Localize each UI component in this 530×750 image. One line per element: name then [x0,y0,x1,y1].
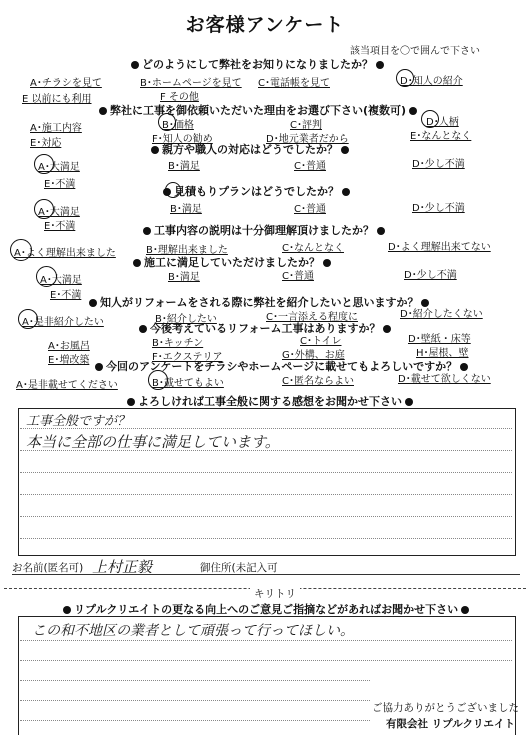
q7-question-text: 知人がリフォームをされる際に弊社を紹介したいと思いますか？ [100,296,419,309]
q2-option-f[interactable]: F･知人の勧め [152,134,213,145]
q7-question [86,294,432,310]
ruled-line [20,516,512,517]
q8-option-d[interactable]: D･壁紙・床等 [408,334,471,345]
answer-circle [421,110,439,128]
q9-option-c[interactable]: C･匿名ならよい [282,376,354,387]
bullet-icon [342,188,350,196]
name-value[interactable]: 上村正毅 [92,558,153,576]
q4-option-e[interactable]: E･不満 [44,221,76,232]
q2-question-text: 弊社に工事を御依頼いただいた理由をお選び下さい(複数可) [110,104,407,117]
name-label: お名前(匿名可) [12,562,84,574]
q1-option-b[interactable]: B･ホームページを見て [140,78,242,89]
bullet-icon [139,325,147,333]
impressions-line-1: 工事全般ですが？ [26,414,131,429]
answer-circle [18,309,38,329]
bullet-icon [133,259,141,267]
bullet-icon [143,227,151,235]
bullet-icon [376,61,384,69]
bullet-icon [89,299,97,307]
bullet-icon [323,259,331,267]
address-label: 御住所(未記入可 [200,562,278,574]
q1-option-c[interactable]: C･電話帳を見て [258,78,330,89]
answer-circle [34,199,54,219]
answer-circle [165,182,181,198]
q5-option-c[interactable]: C･なんとなく [282,243,344,254]
impressions-line-2: 本当に全部の仕事に満足しています。 [26,433,280,451]
q4-option-a[interactable]: A･大満足 [38,207,80,218]
q8-option-e[interactable]: E･増改築 [48,355,90,366]
q6-option-e[interactable]: E･不満 [50,290,82,301]
bullet-icon [127,398,135,406]
ruled-line [20,428,512,429]
q1-option-e[interactable]: E 以前にも利用 [22,94,92,105]
answer-circle [36,266,57,287]
q3-option-e[interactable]: E･不満 [44,179,76,190]
q1-option-d[interactable]: D･知人の紹介 [400,76,463,87]
ruled-line [20,700,370,701]
bullet-icon [461,606,469,614]
q1-option-a[interactable]: A･チラシを見て [30,78,102,89]
ruled-line [20,538,512,539]
impressions-heading-text: よろしければ工事全般に関する感想をお聞かせ下さい [138,395,402,408]
cut-label: キリトリ [250,586,300,601]
q3-option-a[interactable]: A･大満足 [38,162,80,173]
q8-option-f[interactable]: F･エクステリア [152,352,223,363]
ruled-line [20,472,512,473]
q3-option-c[interactable]: C･普通 [294,161,326,172]
form-title: お客様アンケート [185,14,345,36]
q8-option-h[interactable]: H･屋根、壁 [416,348,469,359]
bullet-icon [95,363,103,371]
q3-question-text: 親方や職人の対応はどうでしたか？ [162,143,338,156]
q7-option-c[interactable]: C･一言添える程度に [266,312,358,323]
q7-option-b[interactable]: B･紹介したい [155,314,217,325]
q9-option-a[interactable]: A･是非載せてください [16,380,118,391]
q4-option-d[interactable]: D･少し不満 [412,203,465,214]
bullet-icon [63,606,71,614]
ruled-line [20,680,370,681]
q8-option-g[interactable]: G･外構、お庭 [282,350,345,361]
requests-heading [60,601,472,617]
bullet-icon [383,325,391,333]
requests-heading-text: リプルクリエイトの更なる向上へのご意見ご指摘などがあればお聞かせ下さい [74,603,459,616]
q3-option-b[interactable]: B･満足 [168,161,200,172]
requests-line-1: この和不地区の業者として頑張って行ってほしい。 [32,623,354,639]
q6-question-text: 施工に満足していただけましたか？ [144,256,320,269]
instruction-text: 該当項目を〇で囲んで下さい [350,46,480,57]
q4-option-c[interactable]: C･普通 [294,204,326,215]
q2-option-d[interactable]: D･人柄 [426,117,459,128]
company-name: 有限会社 リプルクリエイト [386,718,515,730]
q6-option-c[interactable]: C･普通 [282,271,314,282]
q4-question [160,183,353,199]
q8-option-a[interactable]: A･お風呂 [48,341,90,352]
bullet-icon [409,107,417,115]
q5-option-b[interactable]: B･理解出来ました [146,245,228,256]
ruled-line [20,494,512,495]
q5-question [140,222,388,238]
q2-option-h[interactable]: E･なんとなく [410,131,472,142]
q2-option-a[interactable]: A･施工内容 [30,123,82,134]
q2-option-g[interactable]: D･地元業者だから [266,134,349,145]
q8-question-text: 今後考えているリフォーム工事はありますか？ [150,322,381,335]
answer-circle [158,113,176,131]
q4-option-b[interactable]: B･満足 [170,204,202,215]
q1-option-f[interactable]: F その他 [160,92,199,103]
name-underline [12,574,520,575]
q5-option-a[interactable]: A･よく理解出来ました [14,248,116,259]
q3-option-d[interactable]: D･少し不満 [412,159,465,170]
bullet-icon [405,398,413,406]
bullet-icon [377,227,385,235]
impressions-heading [124,393,416,409]
q6-option-a[interactable]: A･大満足 [40,275,82,286]
q2-option-c[interactable]: C･評判 [290,120,322,131]
answer-circle [34,154,54,174]
bullet-icon [131,61,139,69]
answer-circle [396,69,414,87]
q5-question-text: 工事内容の説明は十分御理解頂けましたか？ [154,224,374,237]
q2-option-b[interactable]: B･価格 [162,120,194,131]
q1-question [128,56,387,72]
q2-question [96,102,420,118]
q9-option-d[interactable]: D･載せて欲しくない [398,374,491,385]
q8-option-b[interactable]: B･キッチン [152,338,204,349]
ruled-line [20,720,370,721]
ruled-line [20,640,512,641]
q1-question-text: どのようにして弊社をお知りになりましたか？ [142,58,373,71]
answer-circle [10,239,32,261]
bullet-icon [99,107,107,115]
ruled-line [20,660,512,661]
bullet-icon [151,146,159,154]
q6-option-d[interactable]: D･少し不満 [404,270,457,281]
q9-option-b[interactable]: B･載せてもよい [152,378,224,389]
q7-option-d[interactable]: D･紹介したくない [400,309,483,320]
q6-option-b[interactable]: B･満足 [168,272,200,283]
q2-option-e[interactable]: E･対応 [30,138,62,149]
q8-option-c[interactable]: C･トイレ [300,336,342,347]
q9-question-text: 今回のアンケートをチラシやホームページに載せてもよろしいですか？ [106,360,458,373]
q5-option-d[interactable]: D･よく理解出来てない [388,242,491,253]
q7-option-a[interactable]: A･是非紹介したい [22,317,104,328]
answer-circle [148,370,168,390]
thanks-text: ご協力ありがとうございました [372,702,519,714]
q3-question [148,141,352,157]
ruled-line [20,450,512,451]
bullet-icon [341,146,349,154]
q4-question-text: 見積もりプランはどうでしたか？ [174,185,339,198]
